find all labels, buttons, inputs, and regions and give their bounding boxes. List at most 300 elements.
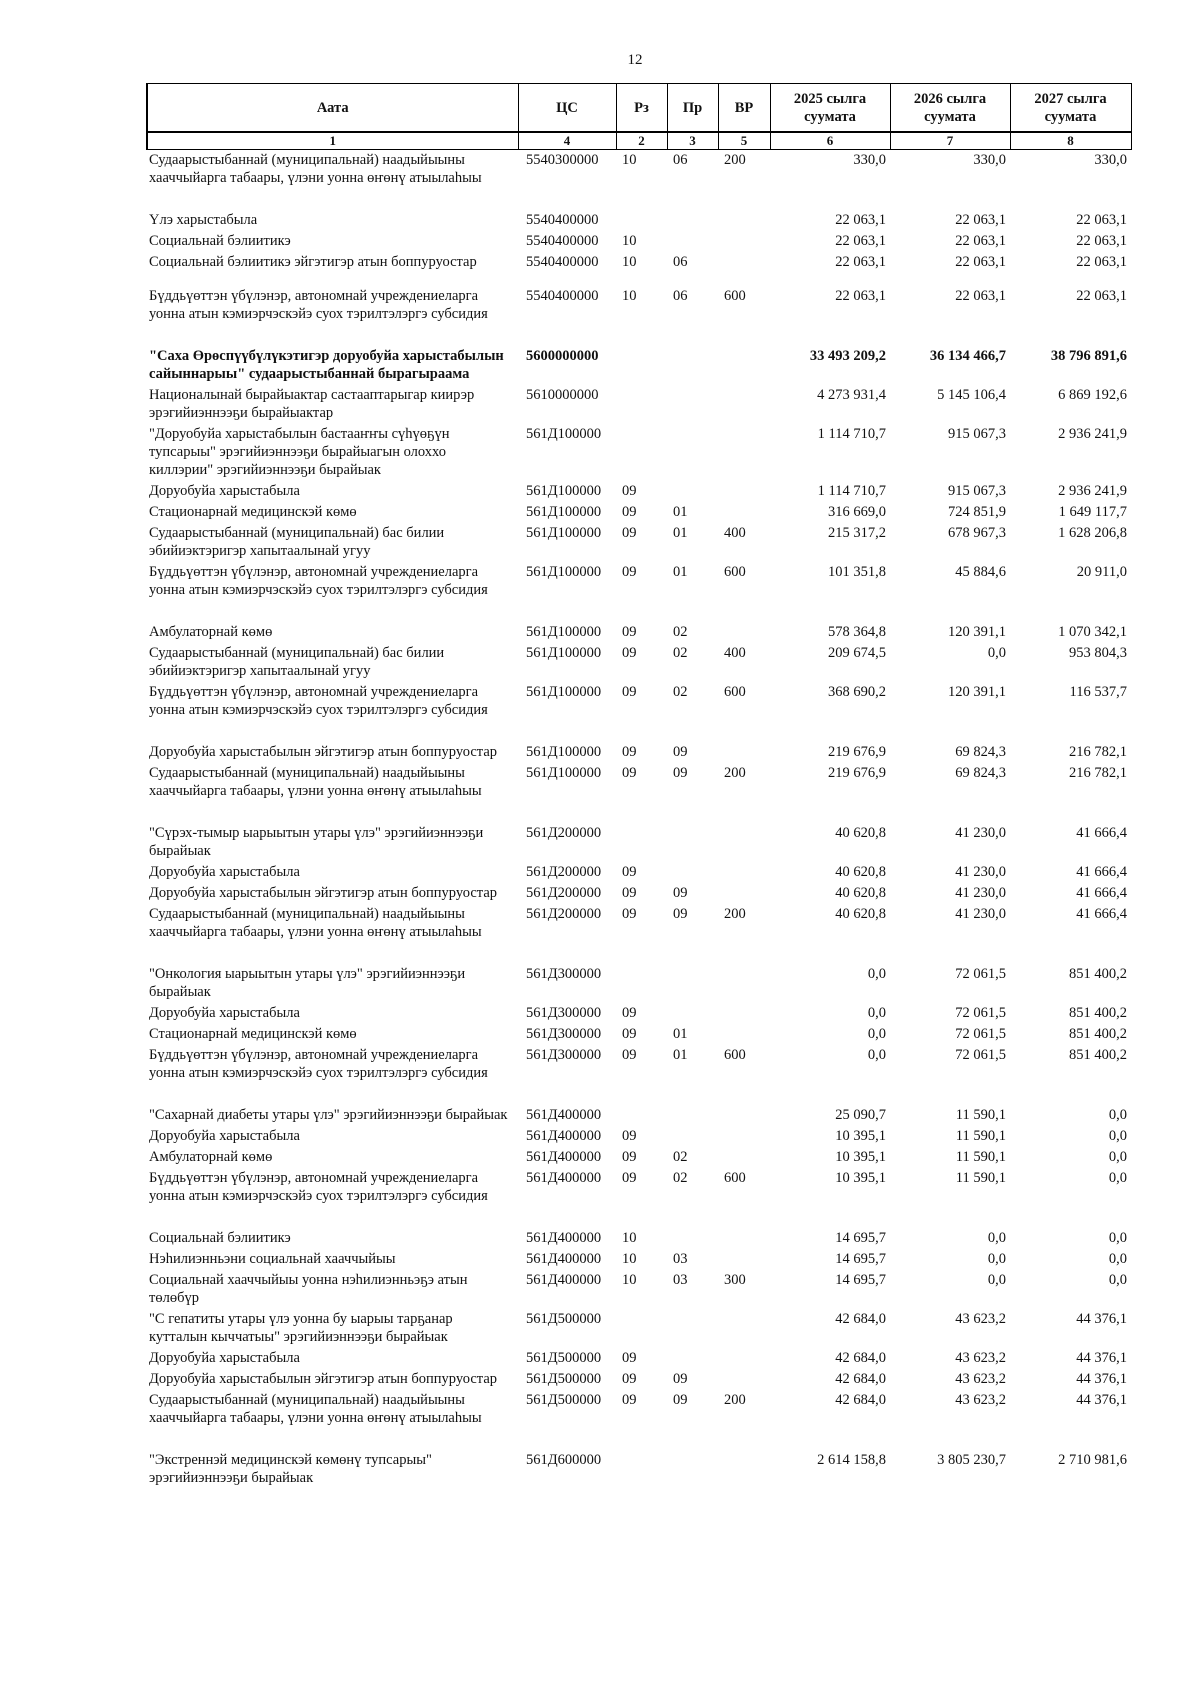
row-rz-code [616, 385, 667, 424]
row-vr-code [718, 1348, 770, 1369]
row-rz-code: 10 [622, 1272, 637, 1288]
row-rz-code: 10 [622, 288, 637, 304]
row-amount-2026: 0,0 [987, 1272, 1006, 1288]
row-rz-code: 09 [622, 1170, 637, 1186]
row-name: Доруобуйа харыстабылын эйгэтигэр атын боппуруостар [149, 1371, 497, 1387]
row-amount-2025: 40 620,8 [835, 825, 886, 841]
row-amount-2026: 3 805 230,7 [937, 1452, 1006, 1468]
row-amount-2026: 43 623,2 [955, 1371, 1006, 1387]
row-cs-code: 561Д400000 [526, 1251, 602, 1267]
row-pr-code: 09 [673, 1371, 688, 1387]
row-amount-2025: 0,0 [867, 1005, 886, 1021]
row-cs-code: 561Д100000 [526, 645, 602, 661]
row-cs-code: 561Д400000 [526, 1272, 602, 1288]
column-number: 3 [667, 132, 718, 150]
row-pr-code [667, 1003, 718, 1024]
row-name: Судаарыстыбаннай (муниципальнай) наадыйыыны хааччыйарга табаары, үлэни уонна өҥөнү атыылаһыы [149, 152, 482, 186]
row-cs-code: 561Д300000 [526, 966, 602, 982]
row-amount-2026: 43 623,2 [955, 1311, 1006, 1327]
row-amount-2027: 38 796 891,6 [1050, 348, 1127, 364]
row-rz-code: 10 [622, 152, 637, 168]
table-row [147, 1168, 1131, 1207]
row-rz-code: 09 [622, 1005, 637, 1021]
row-pr-code [667, 231, 718, 252]
row-cs-code: 5540300000 [526, 152, 599, 168]
row-pr-code [667, 802, 718, 862]
row-pr-code: 02 [673, 684, 688, 700]
row-pr-code: 01 [673, 1047, 688, 1063]
row-amount-2025: 42 684,0 [835, 1311, 886, 1327]
row-vr-code [718, 802, 770, 862]
row-amount-2026: 11 590,1 [955, 1128, 1006, 1144]
row-cs-code: 5540400000 [526, 288, 599, 304]
row-cs-code: 561Д500000 [526, 1311, 602, 1327]
row-amount-2025: 316 669,0 [828, 504, 886, 520]
row-amount-2026: 69 824,3 [955, 744, 1006, 760]
row-pr-code: 09 [673, 885, 688, 901]
row-amount-2025: 330,0 [853, 152, 886, 168]
row-vr-code: 200 [724, 906, 746, 922]
row-amount-2027: 851 400,2 [1069, 966, 1127, 982]
row-amount-2027: 0,0 [1108, 1149, 1127, 1165]
row-name: "Онкология ыарыытын утары үлэ" эрэгийиэннээҕи бырайыак [149, 966, 466, 1000]
row-name: Доруобуйа харыстабылын эйгэтигэр атын боппуруостар [149, 885, 497, 901]
row-amount-2027: 216 782,1 [1069, 744, 1127, 760]
row-name: "С гепатиты утары үлэ уонна бу ыарыы тарҕанар кутталын кыччатыы" эрэгийиэннээҕи бырайыак [149, 1311, 453, 1345]
row-pr-code: 06 [673, 152, 688, 168]
row-vr-code [718, 883, 770, 904]
row-rz-code: 09 [622, 684, 637, 700]
table-row [147, 424, 1131, 481]
row-amount-2027: 0,0 [1108, 1230, 1127, 1246]
row-pr-code [667, 481, 718, 502]
table-row [147, 385, 1131, 424]
row-name: Бүддьүөттэн үбүлэнэр, автономнай учреждениеларга уонна атын кэмиэрчэскэйэ суох тэрилтэлэргэ субсидия [149, 1170, 488, 1204]
row-amount-2025: 40 620,8 [835, 885, 886, 901]
table-row [147, 523, 1131, 562]
row-amount-2027: 41 666,4 [1076, 885, 1127, 901]
row-amount-2026: 11 590,1 [955, 1149, 1006, 1165]
row-pr-code [667, 325, 718, 385]
row-amount-2027: 44 376,1 [1076, 1371, 1127, 1387]
row-cs-code: 561Д300000 [526, 1005, 602, 1021]
table-row [147, 862, 1131, 883]
column-number: 1 [147, 132, 518, 150]
row-amount-2025: 42 684,0 [835, 1371, 886, 1387]
table-row [147, 1348, 1131, 1369]
row-amount-2026: 5 145 106,4 [937, 387, 1006, 403]
row-vr-code: 600 [724, 1047, 746, 1063]
page-number: 12 [627, 52, 643, 68]
row-amount-2027: 1 649 117,7 [1058, 504, 1127, 520]
row-vr-code [718, 189, 770, 231]
row-amount-2026: 0,0 [987, 645, 1006, 661]
row-cs-code: 561Д100000 [526, 525, 602, 541]
table-header [147, 84, 1131, 150]
row-vr-code: 200 [724, 1392, 746, 1408]
row-pr-code [667, 1084, 718, 1126]
row-pr-code: 03 [673, 1272, 688, 1288]
row-amount-2026: 72 061,5 [955, 966, 1006, 982]
table-row [147, 150, 1131, 190]
table-row [147, 562, 1131, 601]
row-amount-2026: 120 391,1 [948, 624, 1006, 640]
column-number-row [147, 132, 1131, 150]
row-name: Судаарыстыбаннай (муниципальнай) бас билии эбийиэктэригэр хапытаалынай угуу [149, 645, 445, 679]
row-name: Бүддьүөттэн үбүлэнэр, автономнай учреждениеларга уонна атын кэмиэрчэскэйэ суох тэрилтэлэргэ субсидия [149, 564, 488, 598]
row-cs-code: 5540400000 [526, 254, 599, 270]
row-pr-code [667, 385, 718, 424]
row-amount-2026: 915 067,3 [948, 426, 1006, 442]
row-name: Социальнай бэлиитикэ [149, 1230, 291, 1246]
row-pr-code: 01 [673, 525, 688, 541]
row-vr-code [718, 325, 770, 385]
row-pr-code: 09 [673, 744, 688, 760]
table-row [147, 481, 1131, 502]
column-number: 7 [890, 132, 1010, 150]
table-row [147, 1429, 1131, 1489]
row-amount-2025: 22 063,1 [835, 233, 886, 249]
column-number: 2 [616, 132, 667, 150]
table-row [147, 721, 1131, 763]
row-rz-code [616, 1429, 667, 1489]
row-name: Бүддьүөттэн үбүлэнэр, автономнай учреждениеларга уонна атын кэмиэрчэскэйэ суох тэрилтэлэргэ субсидия [149, 1047, 488, 1081]
table-row [147, 943, 1131, 1003]
row-amount-2025: 219 676,9 [828, 765, 886, 781]
row-rz-code: 10 [622, 1251, 637, 1267]
row-name: Үлэ харыстабыла [149, 212, 258, 228]
row-cs-code: 561Д200000 [526, 825, 602, 841]
row-pr-code [667, 1348, 718, 1369]
row-pr-code: 09 [673, 1392, 688, 1408]
row-rz-code: 09 [622, 645, 637, 661]
row-vr-code: 200 [724, 765, 746, 781]
row-cs-code: 561Д100000 [526, 564, 602, 580]
row-cs-code: 561Д200000 [526, 885, 602, 901]
row-rz-code: 09 [622, 765, 637, 781]
row-rz-code [616, 802, 667, 862]
row-vr-code [718, 862, 770, 883]
table-row [147, 1147, 1131, 1168]
row-pr-code: 09 [673, 765, 688, 781]
row-amount-2026: 36 134 466,7 [929, 348, 1006, 364]
row-cs-code: 561Д400000 [526, 1149, 602, 1165]
row-pr-code: 02 [673, 645, 688, 661]
row-cs-code: 561Д500000 [526, 1371, 602, 1387]
row-amount-2025: 101 351,8 [828, 564, 886, 580]
row-pr-code [667, 1207, 718, 1249]
row-vr-code [718, 1309, 770, 1348]
row-amount-2026: 41 230,0 [955, 864, 1006, 880]
row-cs-code: 561Д100000 [526, 426, 602, 442]
row-amount-2025: 0,0 [867, 1026, 886, 1042]
row-amount-2027: 953 804,3 [1069, 645, 1127, 661]
row-amount-2026: 43 623,2 [955, 1350, 1006, 1366]
row-rz-code: 09 [622, 906, 637, 922]
row-amount-2026: 22 063,1 [955, 233, 1006, 249]
row-cs-code: 5610000000 [526, 387, 599, 403]
row-vr-code [718, 1126, 770, 1147]
row-vr-code [718, 1084, 770, 1126]
header-rz: Рз [616, 84, 667, 133]
row-amount-2026: 120 391,1 [948, 684, 1006, 700]
row-rz-code: 09 [622, 1350, 637, 1366]
row-amount-2026: 45 884,6 [955, 564, 1006, 580]
row-name: Доруобуйа харыстабыла [149, 483, 300, 499]
row-amount-2025: 2 614 158,8 [817, 1452, 886, 1468]
row-amount-2025: 33 493 209,2 [809, 348, 886, 364]
row-amount-2025: 22 063,1 [835, 288, 886, 304]
header-vr: ВР [718, 84, 770, 133]
row-amount-2027: 44 376,1 [1076, 1311, 1127, 1327]
row-amount-2026: 72 061,5 [955, 1026, 1006, 1042]
row-pr-code: 01 [673, 564, 688, 580]
row-amount-2027: 2 710 981,6 [1058, 1452, 1127, 1468]
row-name: Нэһилиэнньэни социальнай хааччыйыы [149, 1251, 396, 1267]
row-rz-code: 09 [622, 564, 637, 580]
row-amount-2027: 0,0 [1108, 1251, 1127, 1267]
row-pr-code: 01 [673, 1026, 688, 1042]
row-rz-code: 09 [622, 885, 637, 901]
row-pr-code: 02 [673, 624, 688, 640]
row-amount-2025: 219 676,9 [828, 744, 886, 760]
row-amount-2025: 10 395,1 [835, 1170, 886, 1186]
column-number: 5 [718, 132, 770, 150]
row-vr-code [718, 1429, 770, 1489]
row-name: Бүддьүөттэн үбүлэнэр, автономнай учреждениеларга уонна атын кэмиэрчэскэйэ суох тэрилтэлэргэ субсидия [149, 684, 488, 718]
table-row [147, 1084, 1131, 1126]
row-amount-2026: 22 063,1 [955, 212, 1006, 228]
row-rz-code: 09 [622, 1128, 637, 1144]
header-cs: ЦС [518, 84, 616, 133]
row-rz-code [616, 325, 667, 385]
row-vr-code: 400 [724, 525, 746, 541]
row-cs-code: 5600000000 [526, 348, 599, 364]
row-cs-code: 561Д400000 [526, 1107, 602, 1123]
row-amount-2026: 915 067,3 [948, 483, 1006, 499]
row-rz-code: 09 [622, 1371, 637, 1387]
row-amount-2027: 851 400,2 [1069, 1047, 1127, 1063]
row-pr-code [667, 189, 718, 231]
row-rz-code: 09 [622, 1047, 637, 1063]
row-amount-2025: 14 695,7 [835, 1251, 886, 1267]
row-amount-2025: 42 684,0 [835, 1392, 886, 1408]
row-amount-2025: 10 395,1 [835, 1149, 886, 1165]
row-name: Судаарыстыбаннай (муниципальнай) наадыйыыны хааччыйарга табаары, үлэни уонна өҥөнү атыылаһыы [149, 906, 482, 940]
row-vr-code [718, 1249, 770, 1270]
row-amount-2027: 2 936 241,9 [1058, 483, 1127, 499]
table-row [147, 1126, 1131, 1147]
row-rz-code: 10 [622, 254, 637, 270]
table-row [147, 1207, 1131, 1249]
table-row [147, 252, 1131, 273]
row-rz-code [616, 1084, 667, 1126]
row-name: Амбулаторнай көмө [149, 1149, 273, 1165]
row-amount-2025: 1 114 710,7 [817, 483, 886, 499]
row-pr-code [667, 862, 718, 883]
row-amount-2027: 0,0 [1108, 1272, 1127, 1288]
table-row [147, 273, 1131, 325]
row-vr-code [718, 252, 770, 273]
row-name: "Экстреннэй медицинскэй көмөнү тупсарыы" эрэгийиэннээҕи бырайыак [149, 1452, 432, 1486]
row-rz-code: 09 [622, 1392, 637, 1408]
row-cs-code: 561Д200000 [526, 906, 602, 922]
row-cs-code: 5540400000 [526, 212, 599, 228]
row-cs-code: 561Д400000 [526, 1230, 602, 1246]
row-vr-code [718, 481, 770, 502]
row-name: Доруобуйа харыстабыла [149, 1005, 300, 1021]
row-rz-code: 09 [622, 624, 637, 640]
header-2027: 2027 сылга суумата [1010, 84, 1131, 133]
row-amount-2025: 40 620,8 [835, 906, 886, 922]
row-pr-code: 03 [673, 1251, 688, 1267]
row-amount-2026: 22 063,1 [955, 288, 1006, 304]
row-rz-code: 09 [622, 504, 637, 520]
row-vr-code: 600 [724, 1170, 746, 1186]
table-row [147, 682, 1131, 721]
row-amount-2026: 330,0 [973, 152, 1006, 168]
row-rz-code: 09 [622, 864, 637, 880]
row-amount-2025: 14 695,7 [835, 1272, 886, 1288]
row-amount-2027: 851 400,2 [1069, 1005, 1127, 1021]
row-name: Судаарыстыбаннай (муниципальнай) наадыйыыны хааччыйарга табаары, үлэни уонна өҥөнү атыылаһыы [149, 1392, 482, 1426]
header-2026: 2026 сылга суумата [890, 84, 1010, 133]
row-vr-code: 600 [724, 684, 746, 700]
row-vr-code [718, 502, 770, 523]
row-amount-2025: 0,0 [867, 966, 886, 982]
table-row [147, 802, 1131, 862]
row-amount-2025: 368 690,2 [828, 684, 886, 700]
row-amount-2027: 851 400,2 [1069, 1026, 1127, 1042]
table-row [147, 1003, 1131, 1024]
row-vr-code: 200 [724, 152, 746, 168]
row-vr-code [718, 424, 770, 481]
row-pr-code: 02 [673, 1149, 688, 1165]
row-amount-2026: 0,0 [987, 1251, 1006, 1267]
table-row [147, 325, 1131, 385]
row-name: Социальнай бэлиитикэ [149, 233, 291, 249]
row-pr-code: 01 [673, 504, 688, 520]
row-cs-code: 561Д500000 [526, 1392, 602, 1408]
row-pr-code: 06 [673, 254, 688, 270]
row-name: "Саха Өрөспүүбүлүкэтигэр доруобуйа харыстабылын сайыннарыы" судаарыстыбаннай бырагыраама [149, 348, 504, 382]
row-pr-code [667, 1126, 718, 1147]
header-pr: Пр [667, 84, 718, 133]
row-cs-code: 5540400000 [526, 233, 599, 249]
row-name: "Доруобуйа харыстабылын бастааҥҥы сүһүөҕүн тупсарыы" эрэгийиэннээҕи бырайыагын олоххо киллэрии" эрэгийиэннээҕи бырайыак [149, 426, 450, 478]
table-row [147, 189, 1131, 231]
row-name: "Сахарнай диабеты утары үлэ" эрэгийиэннээҕи бырайыак [149, 1107, 508, 1123]
row-amount-2027: 22 063,1 [1076, 254, 1127, 270]
row-name: Бүддьүөттэн үбүлэнэр, автономнай учреждениеларга уонна атын кэмиэрчэскэйэ суох тэрилтэлэргэ субсидия [149, 288, 488, 322]
row-amount-2025: 0,0 [867, 1047, 886, 1063]
row-name: Доруобуйа харыстабыла [149, 1350, 300, 1366]
row-name: Судаарыстыбаннай (муниципальнай) наадыйыыны хааччыйарга табаары, үлэни уонна өҥөнү атыылаһыы [149, 765, 482, 799]
row-amount-2026: 724 851,9 [948, 504, 1006, 520]
row-amount-2026: 678 967,3 [948, 525, 1006, 541]
table-row [147, 904, 1131, 943]
row-amount-2027: 6 869 192,6 [1058, 387, 1127, 403]
column-number: 6 [770, 132, 890, 150]
table-row [147, 601, 1131, 643]
table-row [147, 502, 1131, 523]
row-vr-code [718, 721, 770, 763]
row-amount-2025: 25 090,7 [835, 1107, 886, 1123]
row-amount-2026: 22 063,1 [955, 254, 1006, 270]
row-name: Националынай бырайыактар састааптарыгар киирэр эрэгийиэннээҕи бырайыактар [149, 387, 475, 421]
row-name: Стационарнай медицинскэй көмө [149, 504, 357, 520]
row-vr-code: 600 [724, 288, 746, 304]
row-cs-code: 561Д600000 [526, 1452, 602, 1468]
row-amount-2025: 22 063,1 [835, 212, 886, 228]
row-cs-code: 561Д100000 [526, 765, 602, 781]
row-amount-2027: 1 628 206,8 [1058, 525, 1127, 541]
row-amount-2027: 41 666,4 [1076, 825, 1127, 841]
row-rz-code: 09 [622, 483, 637, 499]
row-vr-code [718, 1369, 770, 1390]
row-vr-code [718, 385, 770, 424]
row-vr-code [718, 231, 770, 252]
row-cs-code: 561Д400000 [526, 1128, 602, 1144]
row-amount-2027: 20 911,0 [1076, 564, 1127, 580]
row-amount-2027: 0,0 [1108, 1128, 1127, 1144]
row-rz-code [616, 189, 667, 231]
row-vr-code [718, 1003, 770, 1024]
row-amount-2025: 14 695,7 [835, 1230, 886, 1246]
row-cs-code: 561Д300000 [526, 1047, 602, 1063]
row-amount-2026: 11 590,1 [955, 1170, 1006, 1186]
row-vr-code [718, 943, 770, 1003]
row-rz-code: 10 [622, 233, 637, 249]
table-body [147, 150, 1131, 1490]
row-amount-2027: 2 936 241,9 [1058, 426, 1127, 442]
table-row [147, 883, 1131, 904]
row-amount-2027: 41 666,4 [1076, 906, 1127, 922]
table-row [147, 1309, 1131, 1348]
table-row [147, 1390, 1131, 1429]
row-name: Судаарыстыбаннай (муниципальнай) бас билии эбийиэктэригэр хапытаалынай угуу [149, 525, 445, 559]
row-amount-2025: 40 620,8 [835, 864, 886, 880]
row-amount-2025: 10 395,1 [835, 1128, 886, 1144]
column-number: 8 [1010, 132, 1131, 150]
row-vr-code: 400 [724, 645, 746, 661]
row-amount-2027: 116 537,7 [1069, 684, 1127, 700]
row-pr-code [667, 1309, 718, 1348]
table-row [147, 1024, 1131, 1045]
row-name: Социальнай бэлиитикэ эйгэтигэр атын боппуруостар [149, 254, 477, 270]
row-pr-code: 02 [673, 1170, 688, 1186]
row-pr-code: 09 [673, 906, 688, 922]
table-row [147, 231, 1131, 252]
row-rz-code [616, 424, 667, 481]
row-amount-2026: 43 623,2 [955, 1392, 1006, 1408]
row-vr-code: 300 [724, 1272, 746, 1288]
row-amount-2026: 41 230,0 [955, 906, 1006, 922]
row-name: Доруобуйа харыстабыла [149, 864, 300, 880]
row-amount-2026: 41 230,0 [955, 825, 1006, 841]
row-pr-code [667, 943, 718, 1003]
row-amount-2025: 4 273 931,4 [817, 387, 886, 403]
row-name: Стационарнай медицинскэй көмө [149, 1026, 357, 1042]
row-pr-code [667, 424, 718, 481]
row-amount-2026: 72 061,5 [955, 1047, 1006, 1063]
table-row [147, 1270, 1131, 1309]
row-amount-2027: 22 063,1 [1076, 233, 1127, 249]
row-cs-code: 561Д100000 [526, 504, 602, 520]
table-row [147, 1249, 1131, 1270]
header-2025: 2025 сылга суумата [770, 84, 890, 133]
row-name: Доруобуйа харыстабыла [149, 1128, 300, 1144]
